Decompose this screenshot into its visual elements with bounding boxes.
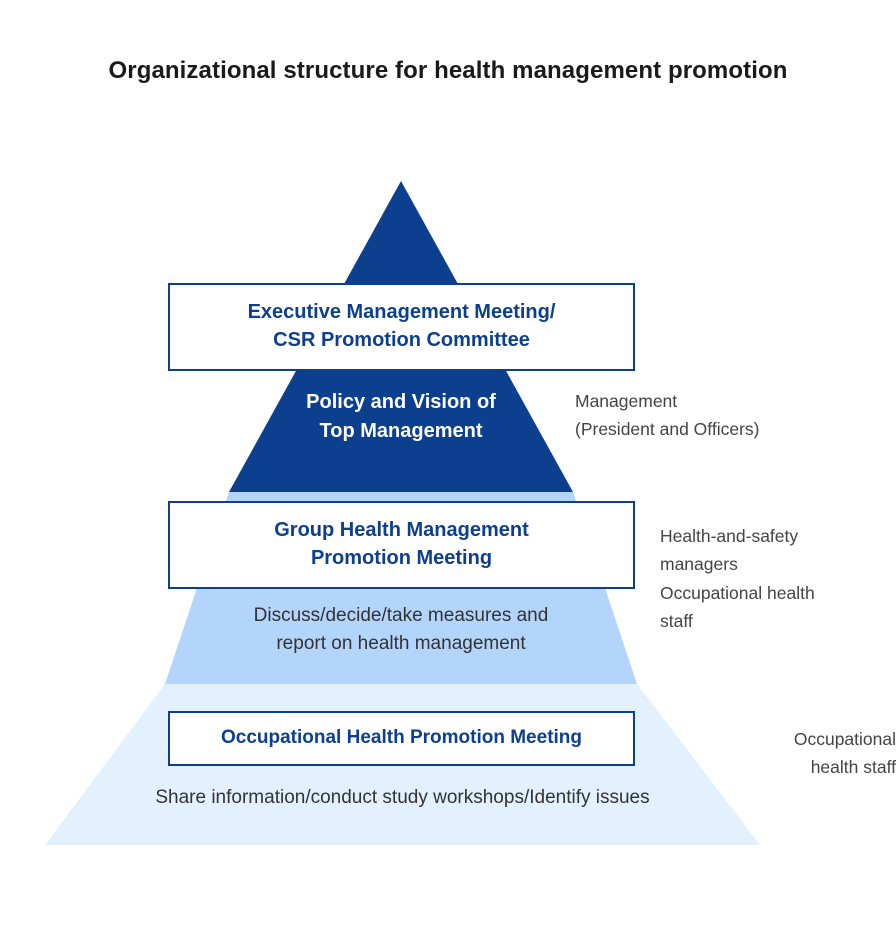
band-caption-middle [165, 602, 637, 657]
side-note-health-safety-line-1: Health-and-safety [660, 526, 799, 546]
side-note-management-line-1: Management [575, 391, 678, 411]
band-caption-middle-line-2: report on health management [276, 632, 526, 654]
band-caption-bottom [45, 784, 760, 812]
side-note-occupational-health-staff [700, 725, 896, 782]
box-group-health-management-promotion-meeting [168, 501, 635, 589]
box-executive-management-meeting [168, 283, 635, 371]
side-note-management [575, 387, 890, 444]
band-caption-top-line-1: Policy and Vision of [306, 391, 496, 413]
box-bottom-line-1: Occupational Health Promotion Meeting [220, 727, 583, 749]
box-top-line-1: Executive Management Meeting/ [247, 301, 556, 324]
band-caption-bottom-line-1: Share information/conduct study workshops/Identify issues [155, 787, 650, 808]
side-note-health-safety-line-2: managers [660, 554, 738, 575]
box-top-line-2: CSR Promotion Committee [273, 329, 530, 351]
side-note-occupational-line-1: Occupational [793, 729, 896, 749]
box-occupational-health-promotion-meeting [168, 711, 635, 766]
side-note-health-safety-line-4: staff [660, 611, 693, 632]
page-title: Organizational structure for health management promotion [108, 57, 788, 84]
band-caption-top-line-2: Top Management [319, 420, 483, 442]
side-note-occupational-line-2: health staff [810, 757, 896, 778]
side-note-management-line-2: (President and Officers) [575, 419, 760, 440]
box-middle-line-1: Group Health Management [274, 519, 529, 542]
side-note-health-safety [660, 522, 896, 635]
band-caption-middle-line-1: Discuss/decide/take measures and [253, 605, 549, 626]
side-note-health-safety-line-3: Occupational health [660, 582, 815, 603]
band-caption-top [229, 388, 573, 446]
box-middle-line-2: Promotion Meeting [310, 547, 493, 569]
